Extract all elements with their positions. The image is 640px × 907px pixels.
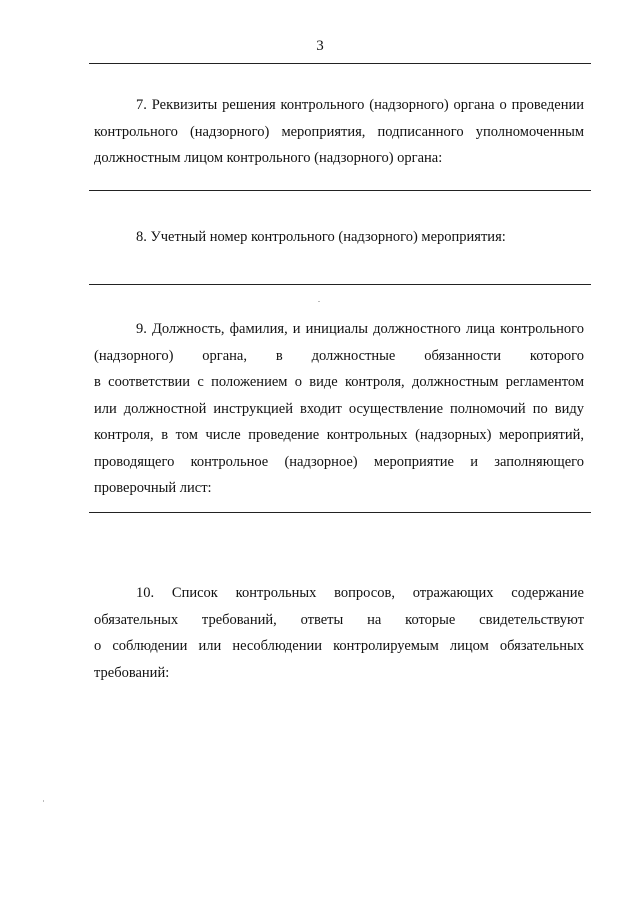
scan-speck: [43, 800, 44, 802]
section-10-line-4: требований:: [94, 664, 170, 681]
section-9-answer-line: [89, 512, 591, 513]
section-10-paragraph: [94, 580, 584, 686]
section-7-line-1: 7. Реквизиты решения контрольного (надзорного) органа о проведении: [136, 97, 584, 113]
section-9-line-6: проводящего контрольное (надзорное) мероприятие и заполняющего: [94, 453, 584, 470]
section-9-paragraph: [94, 316, 584, 502]
section-7-answer-line: [89, 190, 591, 191]
section-9-line-3: в соответствии с положением о виде контроля, должностным регламентом: [94, 374, 584, 390]
section-8-line-1: 8. Учетный номер контрольного (надзорного) мероприятия:: [136, 229, 506, 245]
section-8-answer-line: [89, 284, 591, 285]
section-8-paragraph: [94, 224, 584, 251]
header-rule: [89, 63, 591, 64]
section-10-line-3: о соблюдении или несоблюдении контролируемым лицом обязательных: [94, 638, 584, 654]
section-9-line-1: 9. Должность, фамилия, и инициалы должностного лица контрольного: [136, 321, 584, 337]
scan-speck: [318, 301, 320, 302]
section-9-line-2: (надзорного) органа, в должностные обязанности которого: [94, 347, 584, 364]
section-7-line-3: должностным лицом контрольного (надзорного) органа:: [94, 150, 443, 166]
section-9-line-5: контроля, в том числе проведение контрольных (надзорных) мероприятий,: [94, 427, 584, 443]
section-7-line-2: контрольного (надзорного) мероприятия, подписанного уполномоченным: [94, 123, 584, 140]
section-9-line-7: проверочный лист:: [94, 480, 212, 496]
section-10-line-2: обязательных требований, ответы на которые свидетельствуют: [94, 611, 584, 628]
section-7-paragraph: [94, 92, 584, 172]
page-number: 3: [316, 38, 324, 54]
section-10-line-1: 10. Список контрольных вопросов, отражающих содержание: [136, 585, 584, 601]
section-9-line-4: или должностной инструкцией входит осуществление полномочий по виду: [94, 400, 584, 417]
